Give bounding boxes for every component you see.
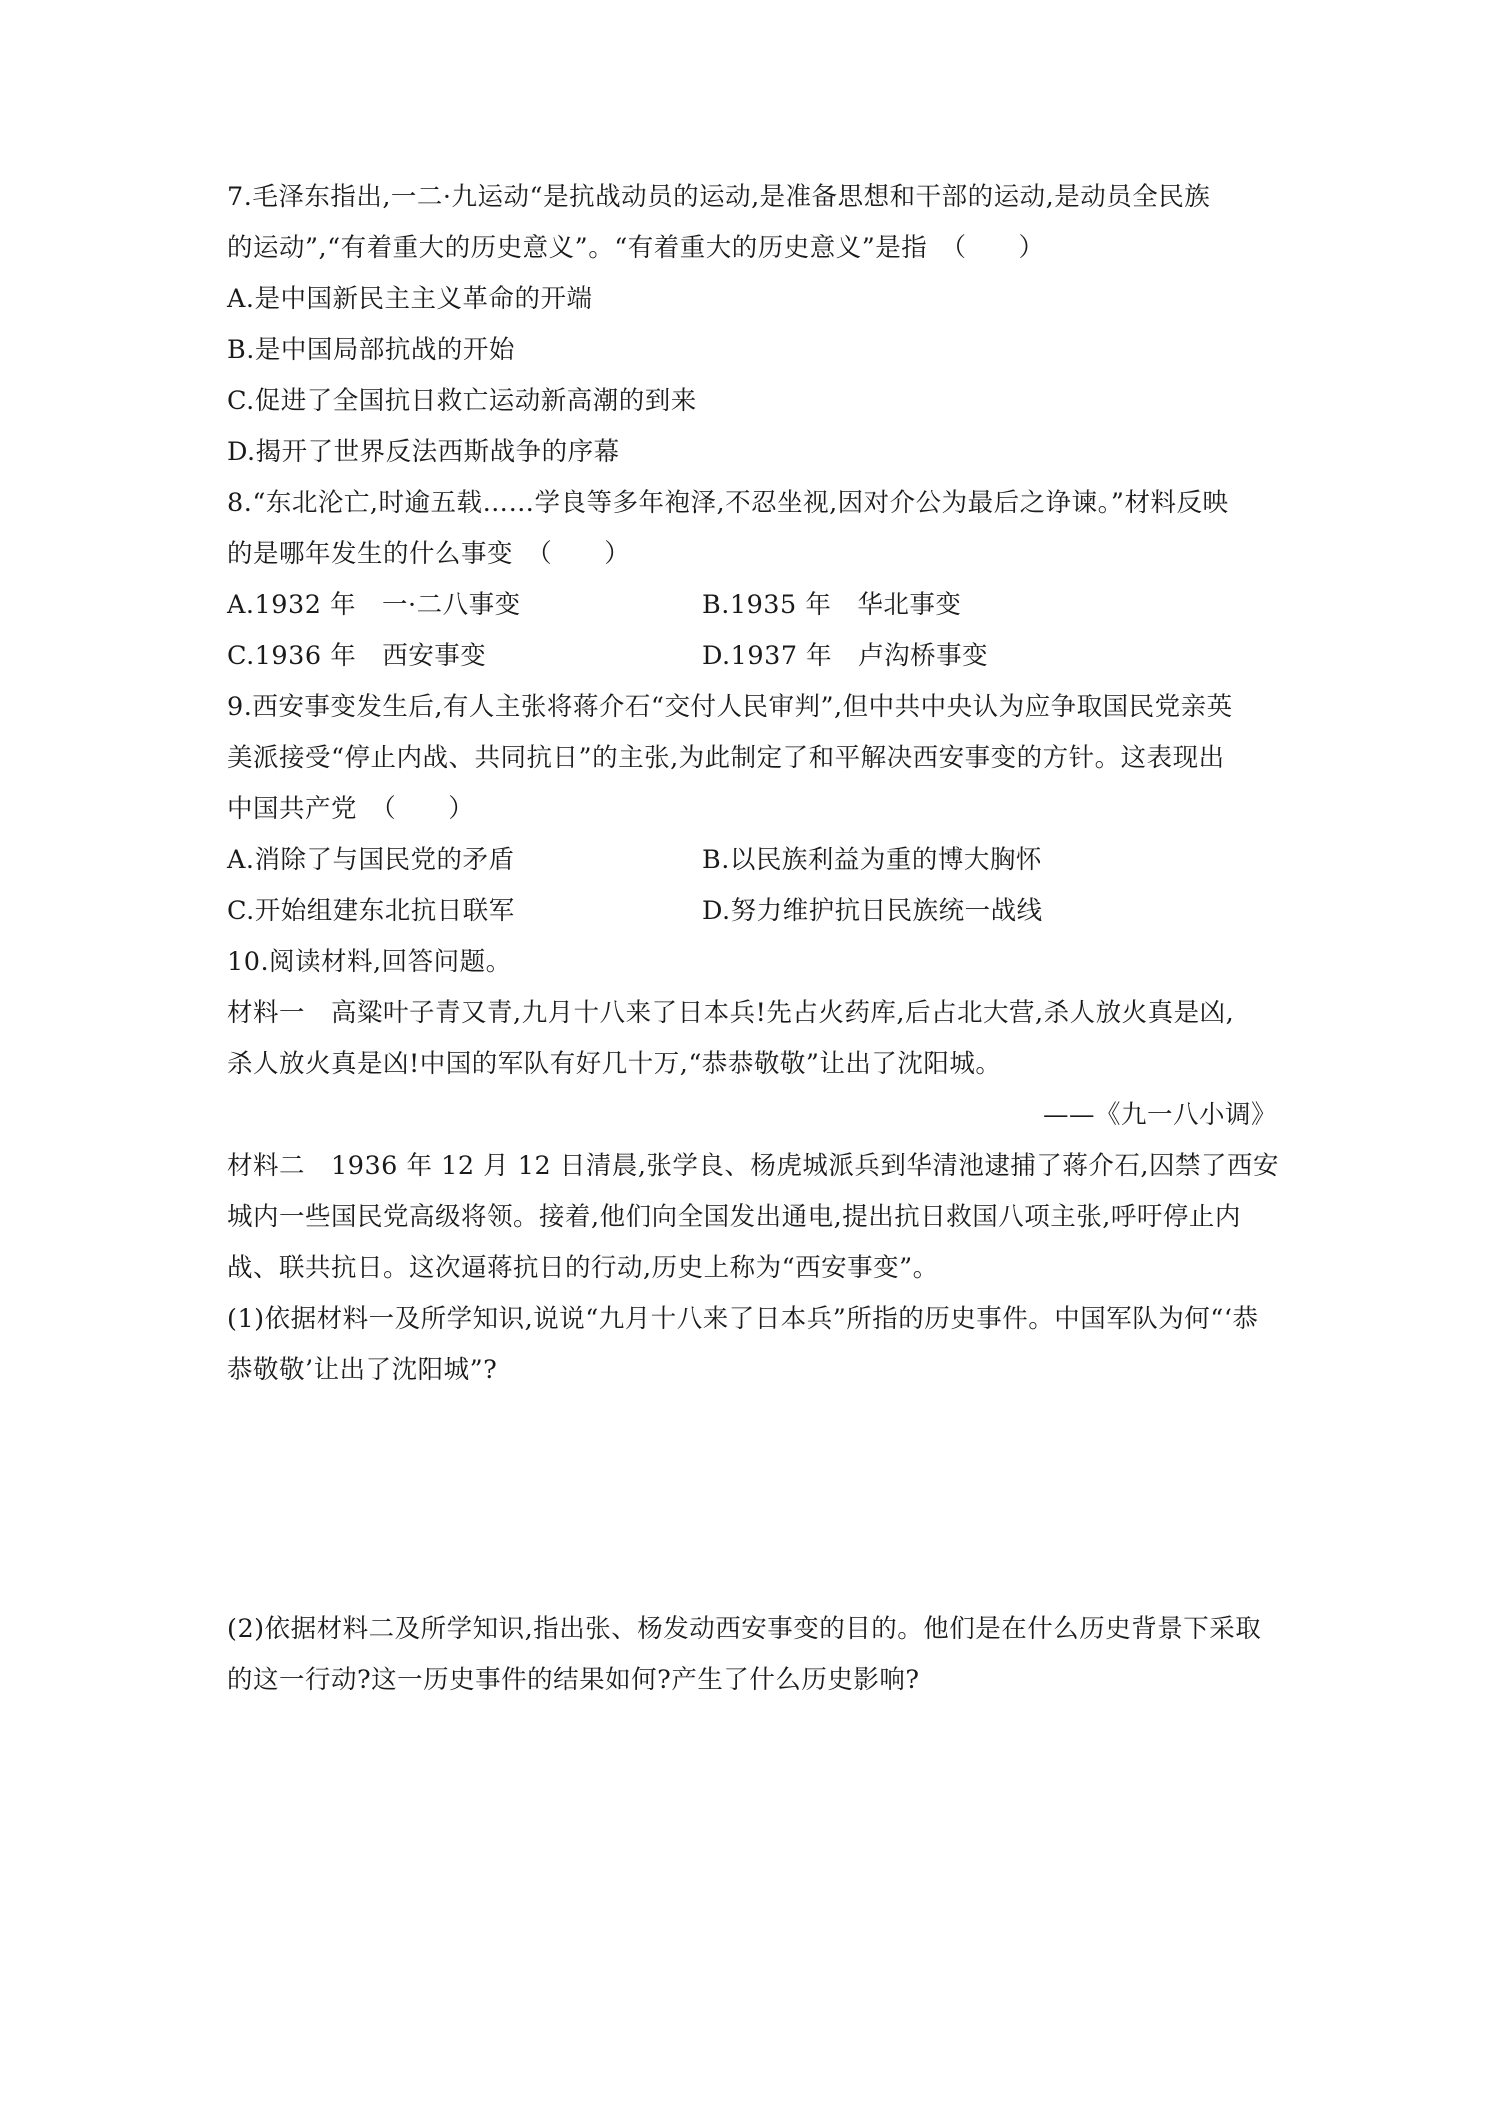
- q9-option-b: B.以民族利益为重的博大胸怀: [702, 845, 1042, 875]
- q7-option-d: D.揭开了世界反法西斯战争的序幕: [227, 437, 620, 467]
- q8-option-c: C.1936 年 西安事变: [227, 641, 487, 671]
- q10-stem: 10.阅读材料,回答问题。: [227, 947, 512, 977]
- material-2-line3: 战、联共抗日。这次逼蒋抗日的行动,历史上称为“西安事变”。: [227, 1253, 939, 1283]
- q8-option-b: B.1935 年 华北事变: [702, 590, 962, 620]
- q9-stem-line1: 9.西安事变发生后,有人主张将蒋介石“交付人民审判”,但中共中央认为应争取国民党亲英: [227, 692, 1233, 722]
- q7-stem-line1: 7.毛泽东指出,一二·九运动“是抗战动员的运动,是准备思想和干部的运动,是动员全民族: [227, 182, 1211, 212]
- q8-stem-line1: 8.“东北沦亡,时逾五载……学良等多年袍泽,不忍坐视,因对介公为最后之诤谏。”材料反映: [227, 488, 1229, 518]
- q9-stem-line3: 中国共产党 （ ）: [227, 794, 475, 824]
- q7-option-b: B.是中国局部抗战的开始: [227, 335, 515, 365]
- material-2-line1: 材料二 1936 年 12 月 12 日清晨,张学良、杨虎城派兵到华清池逮捕了蒋介石,囚禁了西安: [227, 1151, 1280, 1181]
- q7-option-a: A.是中国新民主主义革命的开端: [227, 284, 593, 314]
- q8-option-a: A.1932 年 一·二八事变: [227, 590, 521, 620]
- q10-sub2-line2: 的这一行动?这一历史事件的结果如何?产生了什么历史影响?: [227, 1665, 920, 1695]
- material-2-line2: 城内一些国民党高级将领。接着,他们向全国发出通电,提出抗日救国八项主张,呼吁停止内: [227, 1202, 1241, 1232]
- q10-sub2-line1: (2)依据材料二及所学知识,指出张、杨发动西安事变的目的。他们是在什么历史背景下采取: [227, 1614, 1262, 1644]
- q9-option-a: A.消除了与国民党的矛盾: [227, 845, 515, 875]
- q7-option-c: C.促进了全国抗日救亡运动新高潮的到来: [227, 386, 697, 416]
- q10-sub1-line2: 恭敬敬’让出了沈阳城”?: [227, 1355, 498, 1385]
- q8-option-d: D.1937 年 卢沟桥事变: [702, 641, 989, 671]
- q8-stem-line2: 的是哪年发生的什么事变 （ ）: [227, 539, 631, 569]
- q7-stem-line2: 的运动”,“有着重大的历史意义”。“有着重大的历史意义”是指 （ ）: [227, 233, 1045, 263]
- q9-option-d: D.努力维护抗日民族统一战线: [702, 896, 1043, 926]
- q10-sub1-line1: (1)依据材料一及所学知识,说说“九月十八来了日本兵”所指的历史事件。中国军队为何“‘恭: [227, 1304, 1259, 1334]
- material-1-line2: 杀人放火真是凶!中国的军队有好几十万,“恭恭敬敬”让出了沈阳城。: [227, 1049, 1002, 1079]
- material-1-line1: 材料一 高粱叶子青又青,九月十八来了日本兵!先占火药库,后占北大营,杀人放火真是凶,: [227, 998, 1235, 1028]
- q9-stem-line2: 美派接受“停止内战、共同抗日”的主张,为此制定了和平解决西安事变的方针。这表现出: [227, 743, 1225, 773]
- material-1-source: ——《九一八小调》: [1042, 1100, 1277, 1130]
- q9-option-c: C.开始组建东北抗日联军: [227, 896, 515, 926]
